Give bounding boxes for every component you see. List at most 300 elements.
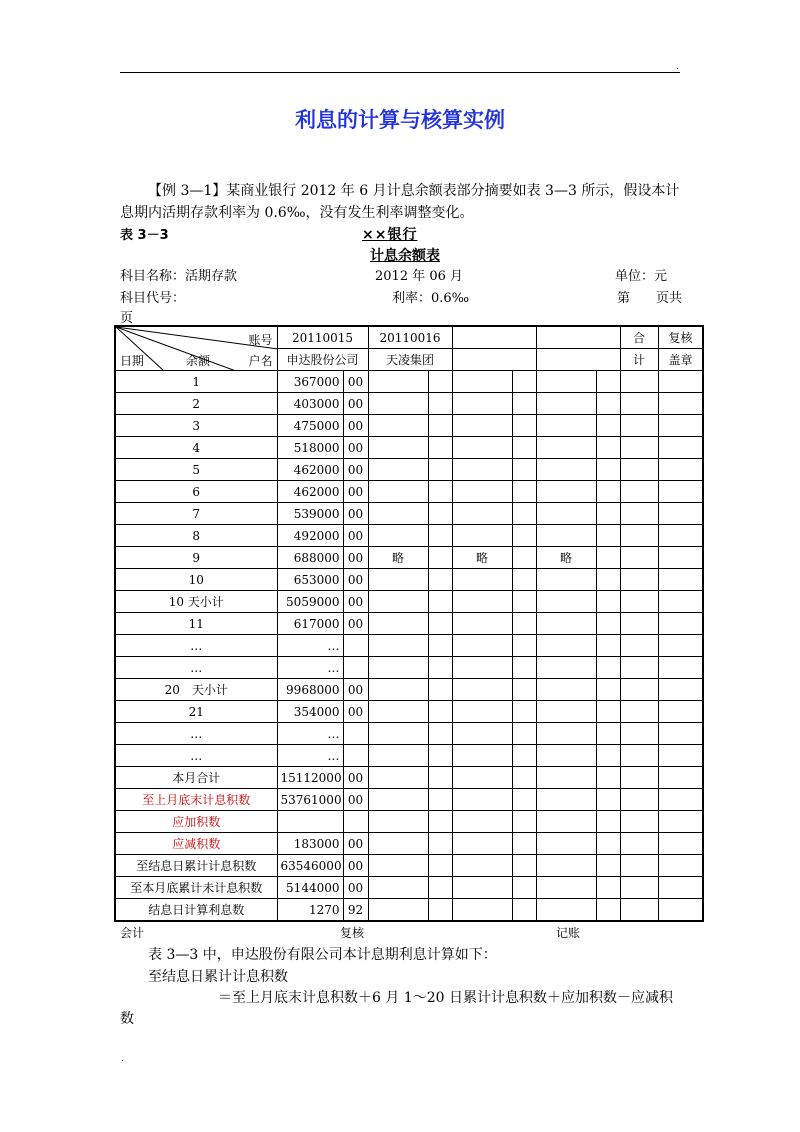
account-3-amount <box>452 437 512 459</box>
table-row <box>115 833 703 855</box>
account-5-cents <box>658 481 703 503</box>
account-5-cents <box>658 415 703 437</box>
account-2-amount <box>368 437 428 459</box>
account-2-cents <box>428 547 452 569</box>
account-5-amount <box>620 811 658 833</box>
account-3-amount <box>452 811 512 833</box>
account-2-cents <box>428 591 452 613</box>
account-3-amount <box>452 855 512 877</box>
account-3-cents <box>512 525 536 547</box>
account-3-cents <box>512 899 536 922</box>
account-4-amount <box>536 855 596 877</box>
footer-bookkeeping: 记账 <box>556 926 581 940</box>
table-row <box>115 415 703 437</box>
account-5-amount <box>620 437 658 459</box>
account-3-cents <box>512 855 536 877</box>
account-2-cents <box>428 613 452 635</box>
account-4-amount <box>536 503 596 525</box>
row-amount: … <box>277 723 343 745</box>
account-5-amount <box>620 723 658 745</box>
row-cents: 00 <box>343 393 368 415</box>
account-4-cents <box>596 833 620 855</box>
row-label: 2 <box>115 393 277 415</box>
table-row <box>115 393 703 415</box>
page-number: 第 页共 <box>617 291 683 306</box>
row-label: 10 天小计 <box>115 591 277 613</box>
row-label: … <box>115 723 277 745</box>
account-4-amount <box>536 789 596 811</box>
header-account-name: 户名 <box>248 354 273 368</box>
account-2-cents <box>428 789 452 811</box>
review-header-bottom: 盖章 <box>658 349 703 371</box>
table-row <box>115 437 703 459</box>
account-2-amount <box>368 789 428 811</box>
intro-paragraph: 【例 3—1】某商业银行 2012 年 6 月计息余额表部分摘要如表 3—3 所示，假设本计息期内活期存款利率为 0.6‰，没有发生利率调整变化。 <box>120 183 680 221</box>
account-5-amount <box>620 503 658 525</box>
subject-name: 科目名称：活期存款 <box>120 269 238 284</box>
account-5-cents <box>658 679 703 701</box>
account-4-amount <box>536 437 596 459</box>
account-5-amount <box>620 525 658 547</box>
page-title: 利息的计算与核算实例 <box>295 108 505 132</box>
account-2-cents <box>428 393 452 415</box>
interest-rate: 利率：0.6‰ <box>392 291 470 306</box>
account-2-cents <box>428 723 452 745</box>
row-label: 11 <box>115 613 277 635</box>
account-name-3 <box>452 349 536 371</box>
account-3-cents <box>512 393 536 415</box>
row-cents: 00 <box>343 789 368 811</box>
row-cents: 00 <box>343 591 368 613</box>
row-cents: 00 <box>343 679 368 701</box>
row-amount: 653000 <box>277 569 343 591</box>
row-label: 20 天小计 <box>115 679 277 701</box>
table-row <box>115 855 703 877</box>
row-cents: 00 <box>343 877 368 899</box>
account-number-2: 20110016 <box>368 326 452 349</box>
table-row <box>115 657 703 679</box>
account-2-amount <box>368 701 428 723</box>
account-4-cents <box>596 811 620 833</box>
account-4-amount <box>536 415 596 437</box>
account-3-amount <box>452 525 512 547</box>
account-3-cents <box>512 833 536 855</box>
table-row <box>115 701 703 723</box>
account-3-cents <box>512 657 536 679</box>
period: 2012 年 06 月 <box>375 269 464 284</box>
row-amount: 475000 <box>277 415 343 437</box>
row-amount: 367000 <box>277 371 343 393</box>
account-3-cents <box>512 635 536 657</box>
account-name-2: 天凌集团 <box>368 349 452 371</box>
account-4-amount <box>536 723 596 745</box>
account-2-amount <box>368 613 428 635</box>
row-label: 7 <box>115 503 277 525</box>
account-4-cents <box>596 569 620 591</box>
row-cents: 00 <box>343 701 368 723</box>
account-5-amount <box>620 415 658 437</box>
account-3-amount <box>452 503 512 525</box>
account-4-amount <box>536 635 596 657</box>
account-5-amount <box>620 613 658 635</box>
table-row <box>115 723 703 745</box>
account-4-cents <box>596 547 620 569</box>
row-label: 应减积数 <box>115 833 277 855</box>
row-cents: 00 <box>343 481 368 503</box>
account-2-amount <box>368 855 428 877</box>
row-amount: 539000 <box>277 503 343 525</box>
account-3-cents <box>512 745 536 767</box>
table-row <box>115 789 703 811</box>
account-4-cents <box>596 415 620 437</box>
account-4-cents <box>596 679 620 701</box>
row-amount: 1270 <box>277 899 343 922</box>
table-row <box>115 745 703 767</box>
account-5-cents <box>658 591 703 613</box>
account-3-cents <box>512 701 536 723</box>
account-2-cents <box>428 657 452 679</box>
account-4-amount <box>536 701 596 723</box>
account-4-cents <box>596 657 620 679</box>
account-5-cents <box>658 811 703 833</box>
account-3-cents <box>512 503 536 525</box>
account-2-cents <box>428 437 452 459</box>
table-label: 表 3－3 <box>120 228 169 243</box>
row-cents: 00 <box>343 833 368 855</box>
account-3-amount <box>452 635 512 657</box>
account-4-cents <box>596 723 620 745</box>
table-row <box>115 503 703 525</box>
account-2-amount <box>368 415 428 437</box>
account-5-amount <box>620 569 658 591</box>
row-amount: 53761000 <box>277 789 343 811</box>
account-2-amount <box>368 833 428 855</box>
account-2-amount <box>368 679 428 701</box>
account-name-4 <box>536 349 620 371</box>
row-amount: 492000 <box>277 525 343 547</box>
account-5-amount <box>620 833 658 855</box>
account-2-amount <box>368 767 428 789</box>
account-3-amount <box>452 415 512 437</box>
account-2-amount <box>368 591 428 613</box>
account-4-amount: 略 <box>536 547 596 569</box>
row-amount: … <box>277 657 343 679</box>
row-label: … <box>115 745 277 767</box>
account-5-amount <box>620 547 658 569</box>
row-cents: 00 <box>343 459 368 481</box>
account-2-amount <box>368 723 428 745</box>
account-4-cents <box>596 437 620 459</box>
account-3-cents <box>512 459 536 481</box>
row-cents: 00 <box>343 525 368 547</box>
row-amount: 688000 <box>277 547 343 569</box>
account-name-1: 申达股份公司 <box>277 349 368 371</box>
account-3-amount: 略 <box>452 547 512 569</box>
account-2-cents <box>428 767 452 789</box>
account-3-cents <box>512 371 536 393</box>
row-label: 至本月底累计未计息积数 <box>115 877 277 899</box>
table-row <box>115 899 703 922</box>
row-amount: 63546000 <box>277 855 343 877</box>
header-account-no: 账号 <box>248 333 273 347</box>
row-amount: 617000 <box>277 613 343 635</box>
calc-formula-end: 数 <box>120 1011 134 1027</box>
account-2-amount <box>368 459 428 481</box>
table-row <box>115 613 703 635</box>
interest-balance-table <box>114 325 704 922</box>
account-3-amount <box>452 767 512 789</box>
account-3-cents <box>512 877 536 899</box>
account-2-amount <box>368 569 428 591</box>
account-5-amount <box>620 877 658 899</box>
account-4-amount <box>536 481 596 503</box>
table-row <box>115 525 703 547</box>
account-2-cents <box>428 481 452 503</box>
account-5-amount <box>620 745 658 767</box>
account-4-cents <box>596 789 620 811</box>
account-5-amount <box>620 789 658 811</box>
account-2-cents <box>428 459 452 481</box>
account-3-amount <box>452 789 512 811</box>
account-number-4 <box>536 326 620 349</box>
account-3-cents <box>512 767 536 789</box>
account-2-amount <box>368 899 428 922</box>
account-5-amount <box>620 701 658 723</box>
header-dot: . <box>676 62 679 72</box>
row-amount: 9968000 <box>277 679 343 701</box>
row-label: 9 <box>115 547 277 569</box>
account-2-amount <box>368 525 428 547</box>
account-4-cents <box>596 701 620 723</box>
row-cents: 00 <box>343 613 368 635</box>
account-2-amount <box>368 393 428 415</box>
bank-name: ××银行 <box>362 227 418 243</box>
account-3-cents <box>512 569 536 591</box>
row-cents: 92 <box>343 899 368 922</box>
account-2-cents <box>428 503 452 525</box>
header-rule <box>120 72 680 73</box>
account-3-cents <box>512 613 536 635</box>
page-end: 页 <box>120 311 134 326</box>
account-5-amount <box>620 657 658 679</box>
row-label: 3 <box>115 415 277 437</box>
account-4-amount <box>536 679 596 701</box>
account-2-cents <box>428 525 452 547</box>
header-date: 日期 <box>120 354 145 368</box>
account-3-amount <box>452 393 512 415</box>
footer-review: 复核 <box>340 926 365 940</box>
account-5-amount <box>620 393 658 415</box>
account-2-cents <box>428 371 452 393</box>
row-label: 本月合计 <box>115 767 277 789</box>
account-4-amount <box>536 745 596 767</box>
row-cents: 00 <box>343 767 368 789</box>
account-5-amount <box>620 679 658 701</box>
table-row <box>115 635 703 657</box>
account-5-cents <box>658 833 703 855</box>
account-5-amount <box>620 767 658 789</box>
row-cents <box>343 811 368 833</box>
account-4-cents <box>596 591 620 613</box>
account-3-amount <box>452 481 512 503</box>
account-3-cents <box>512 547 536 569</box>
row-cents: 00 <box>343 569 368 591</box>
row-amount: 5059000 <box>277 591 343 613</box>
account-4-amount <box>536 899 596 922</box>
account-2-amount <box>368 635 428 657</box>
account-3-amount <box>452 745 512 767</box>
account-2-cents <box>428 679 452 701</box>
account-4-cents <box>596 855 620 877</box>
account-2-cents <box>428 855 452 877</box>
account-4-amount <box>536 459 596 481</box>
row-cents: 00 <box>343 547 368 569</box>
account-3-amount <box>452 591 512 613</box>
account-4-cents <box>596 613 620 635</box>
account-3-cents <box>512 415 536 437</box>
account-5-amount <box>620 591 658 613</box>
row-label: 5 <box>115 459 277 481</box>
account-4-amount <box>536 591 596 613</box>
table-row <box>115 459 703 481</box>
table-row <box>115 811 703 833</box>
account-3-cents <box>512 437 536 459</box>
account-2-cents <box>428 899 452 922</box>
account-5-cents <box>658 855 703 877</box>
account-2-amount <box>368 745 428 767</box>
account-5-cents <box>658 723 703 745</box>
account-4-cents <box>596 503 620 525</box>
account-5-amount <box>620 371 658 393</box>
account-5-cents <box>658 899 703 922</box>
row-amount: 462000 <box>277 459 343 481</box>
row-cents: 00 <box>343 503 368 525</box>
unit: 单位：元 <box>615 269 668 284</box>
account-5-cents <box>658 877 703 899</box>
account-5-cents <box>658 635 703 657</box>
account-5-cents <box>658 371 703 393</box>
review-header-top: 复核 <box>658 326 703 349</box>
row-amount: 5144000 <box>277 877 343 899</box>
row-cents: 00 <box>343 855 368 877</box>
row-amount <box>277 811 343 833</box>
row-amount: 15112000 <box>277 767 343 789</box>
account-3-amount <box>452 371 512 393</box>
account-5-cents <box>658 569 703 591</box>
account-4-amount <box>536 393 596 415</box>
account-3-cents <box>512 679 536 701</box>
account-4-amount <box>536 613 596 635</box>
account-3-amount <box>452 899 512 922</box>
account-4-cents <box>596 767 620 789</box>
account-4-amount <box>536 833 596 855</box>
account-5-cents <box>658 767 703 789</box>
account-4-amount <box>536 767 596 789</box>
account-3-amount <box>452 679 512 701</box>
account-3-amount <box>452 569 512 591</box>
account-5-cents <box>658 393 703 415</box>
account-4-cents <box>596 525 620 547</box>
account-4-amount <box>536 657 596 679</box>
account-4-amount <box>536 811 596 833</box>
header-balance: 余额 <box>186 354 211 368</box>
account-3-amount <box>452 723 512 745</box>
row-amount: 403000 <box>277 393 343 415</box>
account-2-cents <box>428 569 452 591</box>
account-5-amount <box>620 899 658 922</box>
corner-header-cell <box>115 326 277 371</box>
account-2-cents <box>428 745 452 767</box>
account-2-amount <box>368 811 428 833</box>
account-4-amount <box>536 877 596 899</box>
account-number-3 <box>452 326 536 349</box>
account-4-amount <box>536 525 596 547</box>
account-4-cents <box>596 899 620 922</box>
account-2-amount: 略 <box>368 547 428 569</box>
row-label: 4 <box>115 437 277 459</box>
account-3-amount <box>452 613 512 635</box>
row-cents <box>343 635 368 657</box>
total-header-top: 合 <box>620 326 658 349</box>
row-amount: 354000 <box>277 701 343 723</box>
account-2-amount <box>368 877 428 899</box>
footer-accounting: 会计 <box>120 926 145 940</box>
account-5-cents <box>658 789 703 811</box>
account-5-cents <box>658 701 703 723</box>
account-5-amount <box>620 855 658 877</box>
table-name: 计息余额表 <box>370 248 440 264</box>
table-row <box>115 767 703 789</box>
total-header-bottom: 计 <box>620 349 658 371</box>
row-cents <box>343 723 368 745</box>
account-5-cents <box>658 745 703 767</box>
account-5-cents <box>658 547 703 569</box>
account-4-cents <box>596 481 620 503</box>
account-4-cents <box>596 635 620 657</box>
subject-code: 科目代号： <box>120 291 186 306</box>
account-5-cents <box>658 437 703 459</box>
account-4-cents <box>596 459 620 481</box>
row-label: 6 <box>115 481 277 503</box>
account-2-amount <box>368 371 428 393</box>
account-5-cents <box>658 503 703 525</box>
row-cents: 00 <box>343 371 368 393</box>
account-5-amount <box>620 459 658 481</box>
row-label: 结息日计算利息数 <box>115 899 277 922</box>
row-amount: 462000 <box>277 481 343 503</box>
row-cents: 00 <box>343 437 368 459</box>
account-3-cents <box>512 811 536 833</box>
account-number-1: 20110015 <box>277 326 368 349</box>
calc-heading: 至结息日累计计息积数 <box>148 969 288 985</box>
row-amount: … <box>277 635 343 657</box>
row-label: 至结息日累计计息积数 <box>115 855 277 877</box>
calc-formula: ＝至上月底末计息积数＋6 月 1～20 日累计计息积数＋应加积数－应减积 <box>218 990 673 1006</box>
account-5-cents <box>658 525 703 547</box>
account-3-cents <box>512 591 536 613</box>
account-5-cents <box>658 613 703 635</box>
account-3-cents <box>512 481 536 503</box>
account-2-amount <box>368 503 428 525</box>
row-label: … <box>115 657 277 679</box>
account-2-cents <box>428 635 452 657</box>
account-4-cents <box>596 393 620 415</box>
account-3-amount <box>452 877 512 899</box>
row-label: 至上月底末计息积数 <box>115 789 277 811</box>
account-2-cents <box>428 833 452 855</box>
row-label: 1 <box>115 371 277 393</box>
table-row <box>115 679 703 701</box>
